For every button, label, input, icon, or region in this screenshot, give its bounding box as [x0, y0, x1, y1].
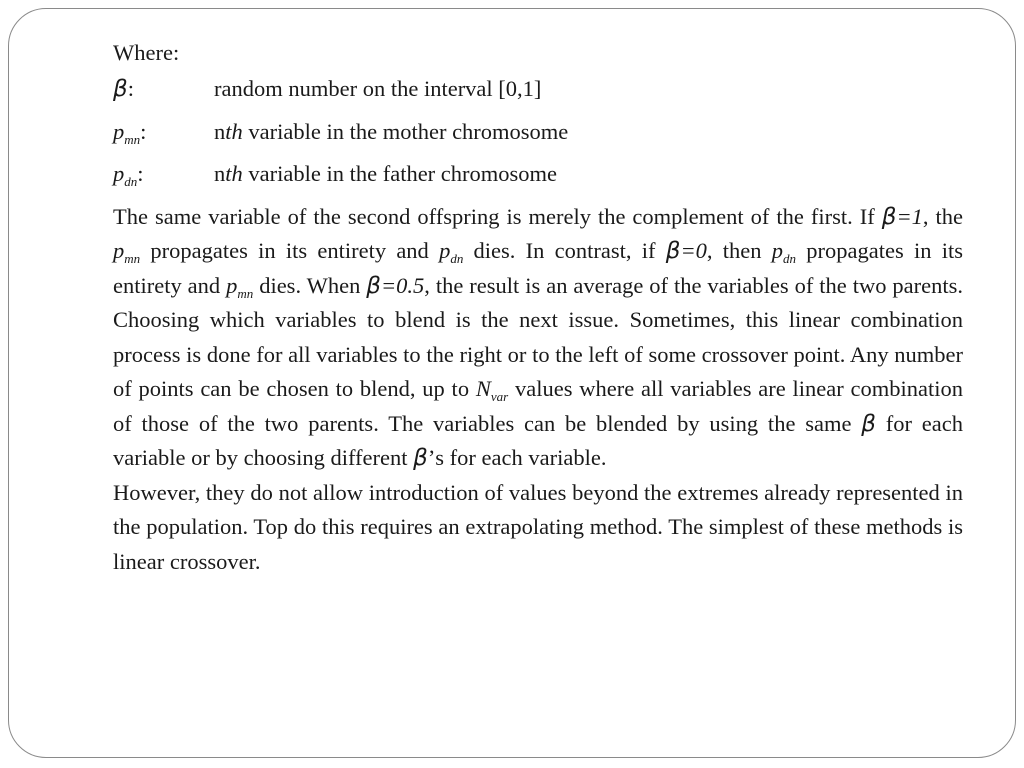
paragraph-blending: The same variable of the second offspring is merely the complement of the first. If β=1, the $p_{mn}$ propagates in its entirety and $p_{dn}$ dies. In contrast, if β=0, then $p_{dn}$ propagates in its entirety and $p_{mn}$ dies. When β=0.5, the result is an average of the variables of the two parents. Choosing which variables to blend is the next issue. Sometimes, this linear combination process is done for all variables to the right or to the left of some crossover point. Any number of points can be chosen to blend, up to $N_{var}$ values where all variables are linear combination of those of the two parents. The variables can be blended by using the same β for each variable or by choosing different β’s for each variable. [113, 203, 964, 471]
definition-row-pdn [113, 157, 963, 200]
paragraph-extrapolation: However, they do not allow introduction of values beyond the extremes already represented in the population. Top do this requires an extrapolating method. The simplest of these methods is linear crossover. [113, 479, 963, 574]
definition-description: random number on the interval [0,1] [214, 76, 542, 101]
definition-symbol: β: [113, 76, 134, 102]
definition-description: nth variable in the mother chromosome [214, 118, 569, 144]
definitions-title: Where: [113, 40, 180, 65]
definition-row-beta [113, 72, 963, 115]
definition-symbol: $p_{mn}$: [113, 118, 147, 147]
slide-content [113, 36, 963, 579]
definition-symbol: $p_{dn}$: [113, 161, 144, 189]
definition-row-pmn [113, 115, 963, 158]
definition-description: nth variable in the father chromosome [214, 161, 558, 186]
